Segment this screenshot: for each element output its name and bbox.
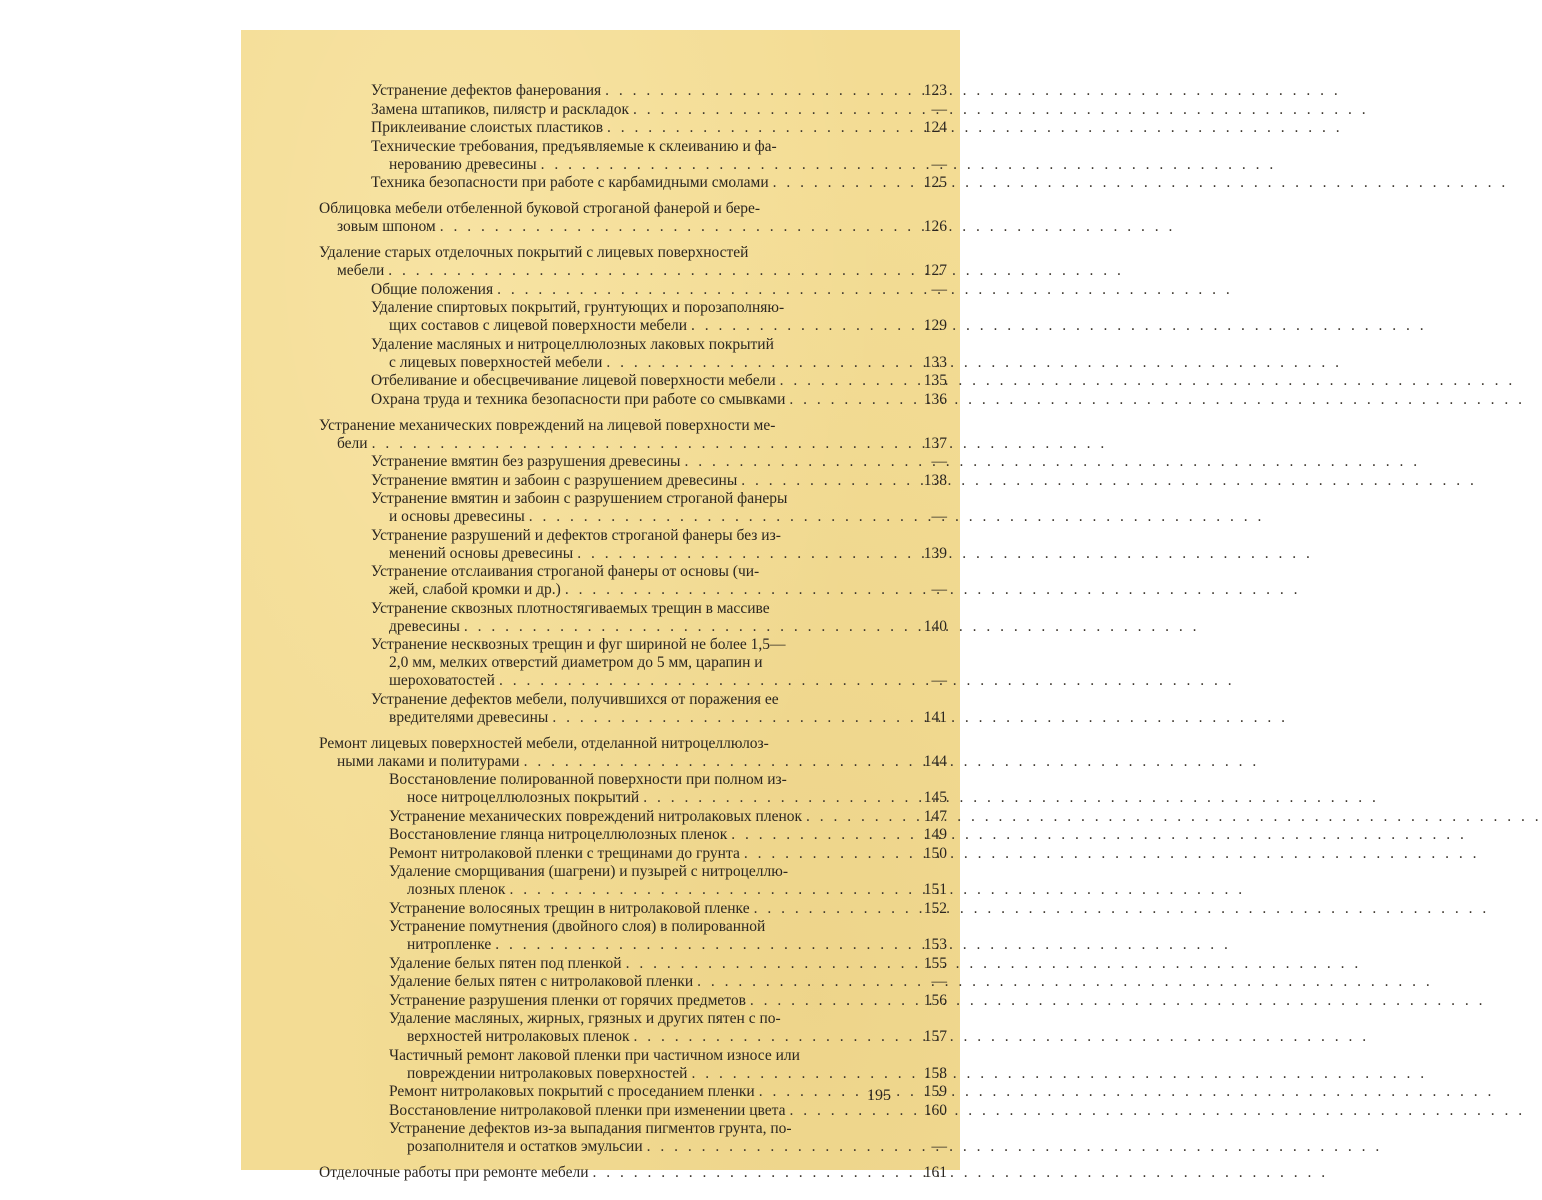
toc-entry-line: [371, 581, 903, 599]
toc-entry-line: [389, 1120, 903, 1138]
dot-leader: [754, 900, 1490, 918]
toc-entry-title: Устранение механических повреждений нитролаковых пленок: [389, 807, 803, 825]
toc-entry-page: 125: [923, 174, 947, 191]
toc-entry-line: [389, 1065, 903, 1083]
toc-entry-line: [371, 372, 903, 390]
toc-entry-page: 149: [923, 826, 947, 843]
toc-entry-line: [389, 1028, 903, 1046]
toc-entry: [319, 1164, 947, 1182]
toc-entry-page: 133: [923, 353, 947, 371]
toc-entry-line: [389, 936, 903, 954]
toc-entry-page: 145: [923, 789, 947, 806]
toc-entry-page: 161: [923, 1164, 947, 1181]
toc-entry: [319, 119, 947, 137]
toc-entry-page: 123: [923, 82, 947, 99]
toc-entry: [319, 174, 947, 192]
toc-entry-title: Технические требования, предъявляемые к склеиванию и фа-: [371, 137, 777, 155]
toc-entry-line: [389, 1010, 903, 1028]
toc-entry: [319, 280, 947, 299]
toc-entry-line: [389, 1138, 903, 1156]
toc-entry-page: —: [931, 672, 947, 689]
dot-leader: [744, 845, 1480, 863]
toc-entry-page: 136: [923, 390, 947, 408]
toc-entry-line: [319, 735, 903, 753]
toc-entry-title: Удаление старых отделочных покрытий с лицевых поверхностей: [319, 244, 749, 261]
toc-entry: [319, 390, 947, 409]
toc-entry-page: 138: [923, 471, 947, 489]
toc-entry-line: [371, 472, 903, 490]
toc-entry-title: Устранение дефектов мебели, получившихся от поражения ее: [371, 690, 779, 708]
toc-entry-page: 139: [923, 544, 947, 562]
toc-entry-line: [371, 174, 903, 192]
toc-entry-page: 158: [923, 1064, 947, 1082]
toc-entry-page: 141: [923, 708, 947, 726]
toc-entry-line: [371, 691, 903, 709]
toc-entry-line: [371, 636, 903, 654]
toc-entry-line: [371, 354, 903, 372]
dot-leader: [372, 435, 1108, 453]
toc-entry-page: 137: [923, 434, 947, 452]
toc-entry-title: с лицевых поверхностей мебели: [389, 353, 603, 371]
toc-entry: [319, 244, 947, 280]
toc-entry-line: [319, 244, 903, 262]
toc-entry-line: [319, 435, 903, 453]
toc-entry-line: [371, 101, 903, 119]
toc-entry: [319, 954, 947, 973]
toc-entry-line: [389, 1083, 903, 1101]
toc-entry-title: нерованию древесины: [389, 155, 537, 173]
toc-entry-line: [319, 218, 903, 236]
toc-entry-line: [371, 600, 903, 618]
toc-entry-line: [371, 317, 903, 335]
toc-entry-title: шероховатостей: [389, 672, 495, 689]
toc-entry-title: Отделочные работы при ремонте мебели: [319, 1164, 589, 1181]
toc-entry-title: Удаление спиртовых покрытий, грунтующих и порозаполняю-: [371, 299, 785, 316]
toc-entry-line: [371, 563, 903, 581]
toc-entry-title: щих составов с лицевой поверхности мебели: [389, 317, 688, 334]
toc-entry-page: 151: [923, 881, 947, 898]
toc-entry-title: Замена штапиков, пилястр и раскладок: [371, 100, 630, 118]
toc-entry-line: [389, 771, 903, 789]
toc-entry-line: [371, 618, 903, 636]
toc-entry-title: Устранение вмятин и забоин с разрушением древесины: [371, 471, 738, 489]
toc-entry-line: [389, 900, 903, 918]
dot-leader: [780, 372, 1516, 390]
toc-entry-line: [389, 992, 903, 1010]
toc-entry: [319, 734, 947, 771]
toc-entry: [319, 82, 947, 100]
toc-entry: [319, 636, 947, 690]
toc-entry-line: [371, 490, 903, 508]
dot-leader: [773, 174, 1509, 192]
toc-entry-page: 150: [923, 844, 947, 862]
dot-leader: [497, 281, 1233, 299]
toc-entry-line: [389, 955, 903, 973]
dot-leader: [647, 1138, 1383, 1156]
dot-leader: [607, 119, 1343, 137]
toc-entry-title: и основы древесины: [389, 508, 525, 525]
toc-entry-title: Устранение сквозных плотностягиваемых трещин в массиве: [371, 599, 770, 617]
dot-leader: [524, 753, 1260, 771]
toc-entry: [319, 1046, 947, 1083]
toc-entry-page: 144: [923, 752, 947, 770]
toc-entry-line: [371, 299, 903, 317]
dot-leader: [440, 218, 1176, 236]
toc-entry-line: [319, 753, 903, 771]
toc-entry-title: мебели: [337, 262, 385, 279]
toc-entry: [319, 200, 947, 236]
toc-entry-title: Отбеливание и обесцвечивание лицевой поверхности мебели: [371, 372, 776, 389]
dot-leader: [789, 1102, 1525, 1120]
toc-entry: [319, 372, 947, 390]
toc-entry: [319, 973, 947, 991]
toc-entry-title: Устранение отслаивания строганой фанеры от основы (чи-: [371, 563, 760, 580]
toc-entry-title: Устранение разрушения пленки от горячих предметов: [389, 991, 746, 1009]
toc-entry-title: Охрана труда и техника безопасности при работе со смывками: [371, 390, 786, 408]
toc-entry-line: [371, 672, 903, 690]
toc-entry-title: вредителями древесины: [389, 708, 549, 726]
toc-entry-title: Техника безопасности при работе с карбамидными смолами: [371, 174, 769, 191]
toc-entry-line: [389, 808, 903, 826]
toc-entry-title: Ремонт лицевых поверхностей мебели, отделанной нитроцеллюлоз-: [319, 734, 769, 752]
toc-entry-title: 2,0 мм, мелких отверстий диаметром до 5 мм, царапин и: [389, 654, 763, 671]
toc-entry: [319, 690, 947, 727]
toc-entry-page: —: [931, 973, 947, 990]
dot-leader: [789, 391, 1525, 409]
toc-entry-title: Устранение разрушений и дефектов строганой фанеры без из-: [371, 526, 781, 544]
toc-entry: [319, 1010, 947, 1046]
toc-entry-title: Устранение несквозных трещин и фуг шириной не более 1,5—: [371, 636, 786, 653]
toc-entry-line: [319, 200, 903, 218]
toc-entry-title: менений основы древесины: [389, 544, 574, 562]
toc-entry-title: Устранение механических повреждений на лицевой поверхности ме-: [319, 416, 776, 434]
book-page: [241, 30, 960, 1181]
toc-entry-title: бели: [337, 434, 368, 452]
toc-entry: [319, 826, 947, 844]
toc-entry-page: —: [931, 1138, 947, 1155]
dot-leader: [643, 789, 1379, 807]
toc-entry-line: [389, 881, 903, 899]
toc-entry-title: ными лаками и политурами: [337, 752, 520, 770]
dot-leader: [697, 973, 1433, 991]
toc-entry-page: 156: [923, 991, 947, 1009]
toc-entry: [319, 416, 947, 453]
toc-entry-line: [389, 1047, 903, 1065]
toc-entry: [319, 299, 947, 335]
toc-entry-page: —: [931, 155, 947, 173]
toc-entry-title: Приклеивание слоистых пластиков: [371, 119, 604, 136]
toc-entry-line: [389, 973, 903, 991]
table-of-contents: [319, 82, 947, 1183]
toc-entry-title: Восстановление глянца нитроцеллюлозных пленок: [389, 826, 728, 843]
toc-entry-title: Устранение помутнения (двойного слоя) в полированной: [389, 918, 766, 935]
dot-leader: [529, 508, 1265, 526]
toc-entry-title: лозных пленок: [407, 881, 506, 898]
toc-entry-line: [371, 82, 903, 100]
toc-entry-page: —: [931, 280, 947, 298]
toc-entry-title: Удаление белых пятен с нитролаковой пленки: [389, 973, 694, 990]
toc-entry-title: Восстановление нитролаковой пленки при изменении цвета: [389, 1101, 786, 1119]
toc-entry-title: жей, слабой кромки и др.): [389, 581, 561, 598]
toc-entry: [319, 771, 947, 807]
toc-entry-page: —: [931, 508, 947, 525]
toc-entry-title: Удаление сморщивания (шагрени) и пузырей с нитроцеллю-: [389, 863, 789, 880]
dot-leader: [606, 354, 1342, 372]
toc-entry-page: 153: [923, 936, 947, 953]
toc-entry-line: [371, 391, 903, 409]
toc-entry-title: зовым шпоном: [337, 218, 436, 235]
toc-entry-line: [389, 918, 903, 936]
dot-leader: [626, 955, 1362, 973]
toc-entry-title: Ремонт нитролаковых покрытий с проседанием пленки: [389, 1083, 755, 1100]
toc-entry: [319, 100, 947, 119]
toc-entry-title: Удаление белых пятен под пленкой: [389, 954, 622, 972]
toc-entry: [319, 918, 947, 954]
toc-entry: [319, 991, 947, 1010]
toc-entry-title: нитропленке: [407, 936, 492, 953]
toc-entry-line: [371, 709, 903, 727]
toc-entry-page: 124: [923, 119, 947, 136]
toc-entry-title: древесины: [389, 617, 460, 635]
dot-leader: [509, 881, 1245, 899]
toc-entry-page: 159: [923, 1083, 947, 1100]
toc-entry-title: Облицовка мебели отбеленной буковой строганой фанерой и бере-: [319, 200, 761, 217]
dot-leader: [750, 992, 1486, 1010]
toc-entry: [319, 563, 947, 599]
toc-entry: [319, 335, 947, 372]
dot-leader: [495, 936, 1231, 954]
dot-leader: [388, 262, 1124, 280]
toc-entry-page: 140: [923, 617, 947, 635]
toc-entry-page: —: [931, 453, 947, 470]
dot-leader: [634, 1028, 1370, 1046]
toc-entry-page: 127: [923, 262, 947, 279]
toc-entry-title: Устранение вмятин без разрушения древесины: [371, 453, 681, 470]
toc-entry: [319, 899, 947, 918]
page-number: 195: [867, 1087, 891, 1104]
toc-entry-page: 129: [923, 317, 947, 334]
toc-entry-title: Ремонт нитролаковой пленки с трещинами до грунта: [389, 844, 740, 862]
toc-entry: [319, 1101, 947, 1120]
toc-entry: [319, 599, 947, 636]
toc-entry-line: [371, 654, 903, 672]
dot-leader: [499, 672, 1235, 690]
toc-entry-title: носе нитроцеллюлозных покрытий: [407, 789, 640, 806]
toc-entry-page: 152: [923, 899, 947, 917]
toc-entry: [319, 844, 947, 863]
toc-entry-line: [371, 527, 903, 545]
dot-leader: [684, 453, 1420, 471]
toc-entry: [319, 471, 947, 490]
dot-leader: [731, 826, 1467, 844]
dot-leader: [741, 472, 1477, 490]
toc-entry: [319, 453, 947, 471]
toc-entry: [319, 1083, 947, 1101]
toc-entry-page: 126: [923, 218, 947, 235]
toc-entry-line: [389, 826, 903, 844]
toc-entry-line: [371, 281, 903, 299]
toc-entry-line: [319, 417, 903, 435]
toc-entry-line: [371, 336, 903, 354]
toc-entry-title: Устранение дефектов из-за выпадания пигментов грунта, по-: [389, 1120, 792, 1137]
toc-entry-line: [319, 1164, 903, 1182]
toc-entry-title: Удаление масляных и нитроцеллюлозных лаковых покрытий: [371, 335, 774, 353]
toc-entry-page: 160: [923, 1101, 947, 1119]
toc-entry-title: Устранение дефектов фанерования: [371, 82, 602, 99]
toc-entry-title: Устранение волосяных трещин в нитролаковой пленке: [389, 899, 750, 917]
toc-entry-line: [371, 508, 903, 526]
toc-entry-title: повреждении нитролаковых поверхностей: [407, 1064, 688, 1082]
toc-entry-title: розаполнителя и остатков эмульсии: [407, 1138, 643, 1155]
toc-entry-line: [389, 1102, 903, 1120]
dot-leader: [464, 618, 1200, 636]
toc-entry-line: [319, 262, 903, 280]
toc-entry-line: [389, 789, 903, 807]
toc-entry: [319, 807, 947, 826]
dot-leader: [633, 101, 1369, 119]
toc-entry: [319, 1120, 947, 1156]
dot-leader: [593, 1164, 1329, 1182]
toc-entry-line: [371, 119, 903, 137]
toc-entry-page: 135: [923, 372, 947, 389]
dot-leader: [691, 1065, 1427, 1083]
toc-entry-line: [371, 138, 903, 156]
toc-entry-title: Частичный ремонт лаковой пленки при частичном износе или: [389, 1046, 800, 1064]
toc-entry: [319, 490, 947, 526]
dot-leader: [605, 82, 1341, 100]
toc-entry-page: —: [931, 581, 947, 598]
dot-leader: [691, 317, 1427, 335]
toc-entry: [319, 137, 947, 174]
toc-entry-page: 157: [923, 1028, 947, 1045]
toc-entry-line: [389, 863, 903, 881]
toc-entry-title: Общие положения: [371, 280, 494, 298]
toc-entry-page: 155: [923, 954, 947, 972]
toc-entry-title: Восстановление полированной поверхности при полном из-: [389, 771, 787, 788]
toc-entry-title: Устранение вмятин и забоин с разрушением строганой фанеры: [371, 490, 788, 507]
toc-entry-title: верхностей нитролаковых пленок: [407, 1028, 630, 1045]
toc-entry-line: [371, 156, 903, 174]
toc-entry-line: [371, 545, 903, 563]
toc-entry: [319, 526, 947, 563]
toc-entry-page: —: [931, 100, 947, 118]
toc-entry-line: [371, 453, 903, 471]
toc-entry: [319, 863, 947, 899]
toc-entry-title: Удаление масляных, жирных, грязных и других пятен с по-: [389, 1010, 781, 1027]
toc-entry-page: 147: [923, 807, 947, 825]
toc-entry-line: [389, 845, 903, 863]
